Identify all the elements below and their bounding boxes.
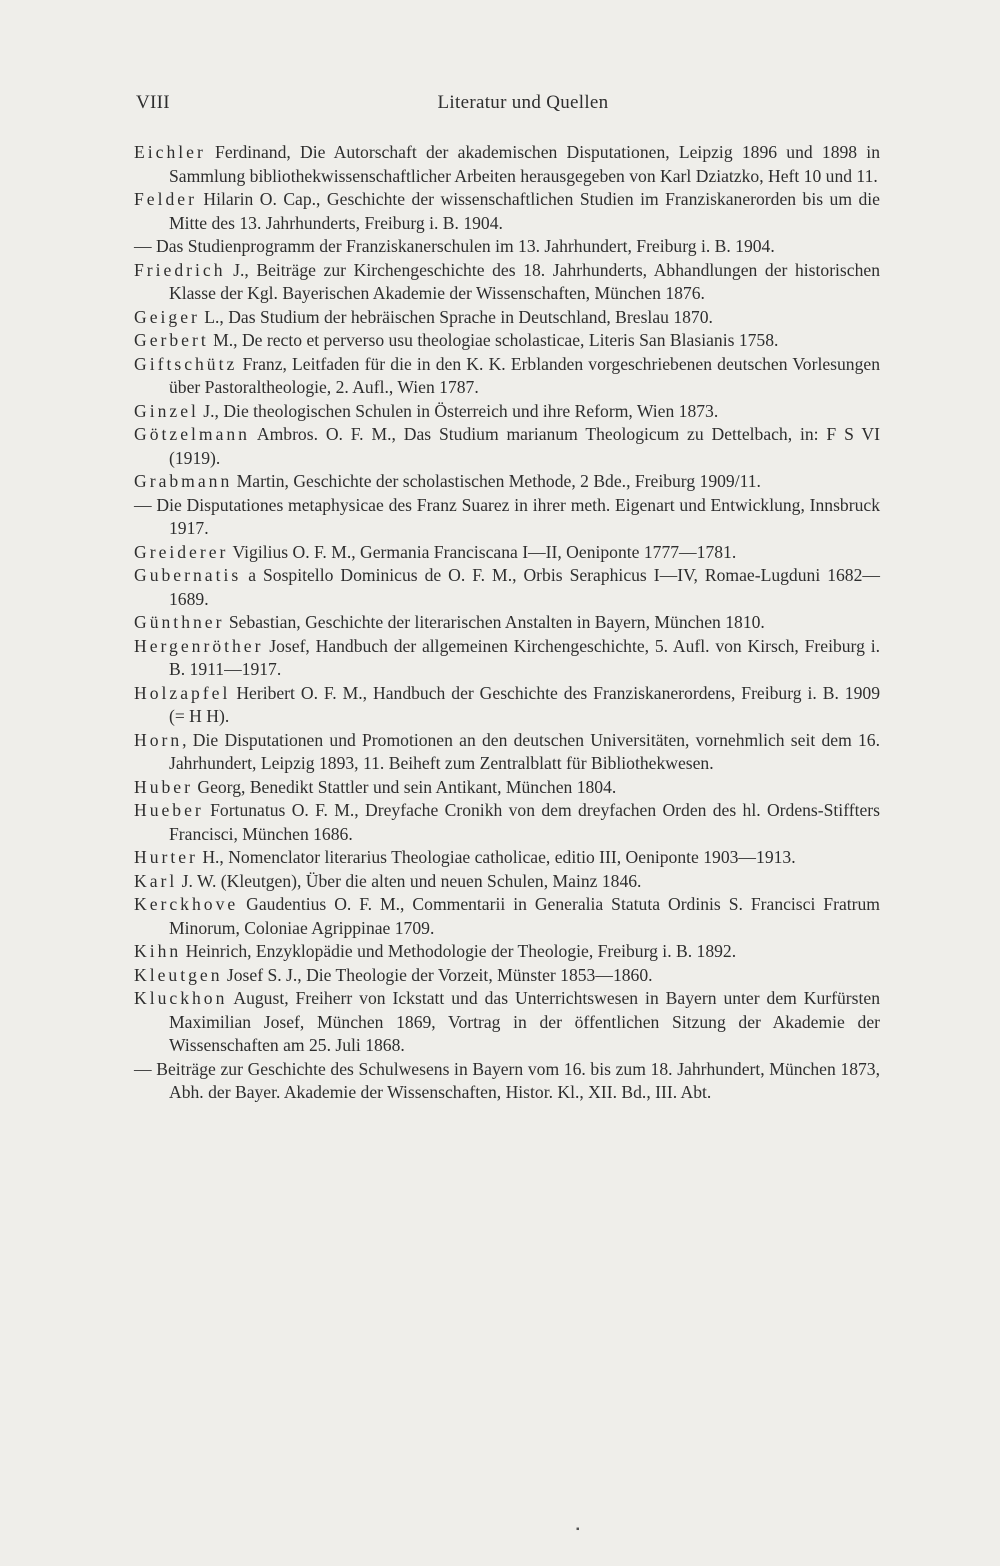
entry-text: Franz, Leitfaden für die in den K. K. Erblanden vorgeschriebenen deutschen Vorlesungen über Pastoraltheologie, 2. Aufl., Wien 1787. (169, 353, 880, 397)
entry-text: Ferdinand, Die Autorschaft der akademischen Disputationen, Leipzig 1896 und 1898 in Sammlung bibliothekwissenschaftlicher Arbeiten herausgegeben von Karl Dziatzko, Heft 10 und 11. (169, 142, 880, 186)
entry-author: Kluckhon (134, 988, 228, 1008)
entry-text: Georg, Benedikt Stattler und sein Antikant, München 1804. (192, 776, 617, 797)
running-title: Literatur und Quellen (437, 92, 609, 113)
entry-author: Grabmann (134, 471, 233, 491)
entry-author: Greiderer (134, 541, 229, 562)
entry-author: Götzelmann (134, 424, 250, 444)
bibliography-entry (134, 235, 880, 259)
bibliography-list (134, 141, 880, 1105)
entry-text: Sebastian, Geschichte der literarischen Anstalten in Bayern, München 1810. (224, 612, 765, 632)
entry-author: Giftschütz (134, 353, 238, 374)
bibliography-entry (134, 635, 880, 682)
entry-text: a Sospitello Dominicus de O. F. M., Orbis Seraphicus I—IV, Romae-Lugduni 1682—1689. (169, 565, 880, 609)
page-number: VIII (136, 92, 170, 113)
entry-text: Beiträge zur Geschichte des Schulwesens in Bayern vom 16. bis zum 18. Jahrhundert, München 1873, Abh. der Bayer. Akademie der Wissenschaften, Histor. Kl., XII. Bd., III. Abt. (151, 1058, 880, 1102)
bibliography-entry (134, 846, 880, 870)
bibliography-entry (134, 423, 880, 470)
bibliography-entry (134, 188, 880, 235)
entry-author: Geiger (134, 306, 200, 327)
entry-author: Kihn (134, 941, 182, 961)
entry-text: Hilarin O. Cap., Geschichte der wissenschaftlichen Studien im Franziskanerorden bis um die Mitte des 13. Jahrhunderts, Freiburg i. B. 1904. (169, 189, 880, 233)
bibliography-entry (134, 306, 880, 330)
entry-author: Friedrich (134, 259, 226, 280)
bibliography-entry (134, 987, 880, 1058)
page-speck: ▪ (576, 1524, 580, 1535)
bibliography-entry (134, 259, 880, 306)
entry-author: Huber (134, 776, 193, 797)
entry-text: Martin, Geschichte der scholastischen Methode, 2 Bde., Freiburg 1909/11. (232, 471, 761, 491)
entry-text: H., Nomenclator literarius Theologiae catholicae, editio III, Oeniponte 1903—1913. (197, 847, 796, 867)
bibliography-entry (134, 776, 880, 800)
bibliography-entry (134, 541, 880, 565)
entry-author: Günthner (134, 612, 225, 632)
entry-text: Heinrich, Enzyklopädie und Methodologie der Theologie, Freiburg i. B. 1892. (181, 941, 737, 961)
bibliography-entry (134, 353, 880, 400)
bibliography-entry (134, 329, 880, 353)
bibliography-entry (134, 470, 880, 494)
entry-text: August, Freiherr von Ickstatt und das Unterrichtswesen in Bayern unter dem Kurfürsten Maximilian Josef, München 1869, Vortrag in der öffentlichen Sitzung der Akademie der Wissenschaften am 25. Juli 1868. (169, 988, 880, 1055)
entry-text: L., Das Studium der hebräischen Sprache in Deutschland, Breslau 1870. (199, 306, 713, 327)
bibliography-entry (134, 564, 880, 611)
entry-text: Gaudentius O. F. M., Commentarii in Generalia Statuta Ordinis S. Francisci Fratrum Minorum, Coloniae Agrippinae 1709. (169, 894, 880, 938)
entry-author: Ginzel (134, 400, 199, 421)
bibliography-entry (134, 964, 880, 988)
entry-text: , Die Disputationen und Promotionen an den deutschen Universitäten, vornehmlich seit dem 16. Jahrhundert, Leipzig 1893, 11. Beiheft zum Zentralblatt für Bibliothekwesen. (169, 729, 880, 773)
bibliography-entry (134, 799, 880, 846)
entry-author: — (134, 1058, 152, 1079)
entry-text: Die Disputationes metaphysicae des Franz Suarez in ihrer meth. Eigenart und Entwicklung, Innsbruck 1917. (151, 494, 880, 538)
entry-author: Eichler (134, 142, 206, 162)
entry-author: Gubernatis (134, 565, 242, 585)
entry-text: Heribert O. F. M., Handbuch der Geschichte des Franziskanerordens, Freiburg i. B. 1909 (= H H). (169, 682, 880, 726)
bibliography-entry (134, 400, 880, 424)
entry-text: J. W. (Kleutgen), Über die alten und neuen Schulen, Mainz 1846. (177, 870, 642, 891)
entry-text: M., De recto et perverso usu theologiae scholasticae, Literis San Blasianis 1758. (208, 330, 779, 350)
entry-text: Ambros. O. F. M., Das Studium marianum Theologicum zu Dettelbach, in: F S VI (1919). (169, 424, 880, 468)
entry-author: Kerckhove (134, 894, 239, 914)
entry-text: Das Studienprogramm der Franziskanerschulen im 13. Jahrhundert, Freiburg i. B. 1904. (151, 236, 775, 256)
bibliography-entry (134, 870, 880, 894)
bibliography-entry (134, 893, 880, 940)
entry-text: Vigilius O. F. M., Germania Franciscana I—II, Oeniponte 1777—1781. (228, 541, 737, 562)
entry-author: Holzapfel (134, 682, 231, 703)
entry-text: J., Beiträge zur Kirchengeschichte des 18. Jahrhunderts, Abhandlungen der historischen Klasse der Kgl. Bayerischen Akademie der Wissenschaften, München 1876. (169, 259, 880, 303)
bibliography-entry (134, 141, 880, 188)
entry-author: Hurter (134, 847, 198, 867)
bibliography-entry (134, 611, 880, 635)
entry-author: Hergenröther (134, 635, 264, 656)
entry-author: Karl (134, 870, 178, 891)
bibliography-entry (134, 494, 880, 541)
entry-text: J., Die theologischen Schulen in Österreich und ihre Reform, Wien 1873. (198, 400, 719, 421)
entry-author: Gerbert (134, 330, 209, 350)
entry-author: — (134, 236, 152, 256)
entry-text: Josef S. J., Die Theologie der Vorzeit, Münster 1853—1860. (222, 964, 653, 985)
bibliography-entry (134, 940, 880, 964)
entry-text: Fortunatus O. F. M., Dreyfache Cronikh von dem dreyfachen Orden des hl. Ordens-Stiffters Francisci, München 1686. (169, 800, 880, 844)
entry-author: Hueber (134, 800, 204, 820)
entry-author: Horn (134, 729, 183, 750)
bibliography-entry (134, 1058, 880, 1105)
bibliography-entry (134, 729, 880, 776)
entry-author: Kleutgen (134, 964, 223, 985)
bibliography-entry (134, 682, 880, 729)
entry-author: Felder (134, 189, 197, 209)
entry-text: Josef, Handbuch der allgemeinen Kirchengeschichte, 5. Aufl. von Kirsch, Freiburg i. B. 1911—1917. (169, 635, 880, 679)
page-header (136, 92, 880, 118)
entry-author: — (134, 494, 152, 515)
